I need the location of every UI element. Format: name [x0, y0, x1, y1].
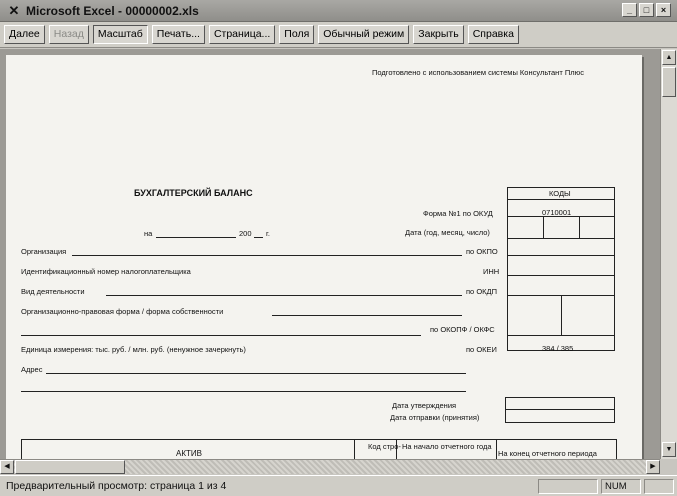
next-button[interactable]: Далее — [4, 25, 45, 44]
form-label: Форма №1 по ОКУД — [423, 209, 493, 218]
okei-code: 384 / 385 — [542, 344, 574, 353]
date-year-prefix: 200 — [239, 229, 252, 238]
scroll-right-arrow-icon[interactable]: ▶ — [646, 460, 660, 474]
date-year-field[interactable] — [254, 237, 263, 238]
status-panel-empty-2 — [644, 479, 674, 494]
window-controls — [622, 3, 671, 17]
page-setup-button[interactable]: Страница... — [209, 25, 275, 44]
date-prefix: на — [144, 229, 153, 238]
previous-button[interactable]: Назад — [49, 25, 89, 44]
inn-title: Идентификационный номер налогоплательщика — [21, 267, 191, 276]
close-preview-button[interactable]: Закрыть — [413, 25, 463, 44]
approval-box — [505, 397, 615, 423]
org-label: Организация — [21, 247, 67, 256]
excel-x-icon: ✕ — [8, 2, 20, 18]
scroll-up-arrow-icon[interactable]: ▲ — [662, 50, 676, 65]
codes-divider — [507, 275, 615, 276]
table-header-code: Код стро- — [368, 442, 401, 451]
codes-divider — [543, 216, 544, 238]
status-panel-empty — [538, 479, 598, 494]
num-lock-indicator: NUM — [601, 479, 641, 494]
okei-label: по ОКЕИ — [466, 345, 497, 354]
activity-field[interactable] — [106, 295, 462, 296]
okdp-label: по ОКДП — [466, 287, 497, 296]
inn-label: ИНН — [483, 267, 500, 276]
okpo-label: по ОКПО — [466, 247, 498, 256]
okopf-label: по ОКОПФ / ОКФС — [430, 325, 495, 334]
form-code: 0710001 — [542, 208, 572, 217]
status-bar — [0, 475, 677, 496]
status-text: Предварительный просмотр: страница 1 из 4 — [6, 480, 227, 492]
codes-divider — [561, 295, 562, 335]
document-title: БУХГАЛТЕРСКИЙ БАЛАНС — [134, 188, 253, 198]
preview-toolbar — [0, 22, 677, 48]
codes-divider — [507, 335, 615, 336]
legal-form-label: Организационно-правовая форма / форма собственности — [21, 307, 224, 316]
codes-divider — [579, 216, 580, 238]
codes-divider — [507, 238, 615, 239]
address-label: Адрес — [21, 365, 43, 374]
org-field[interactable] — [72, 255, 462, 256]
activity-label: Вид деятельности — [21, 287, 85, 296]
date-year-suffix: г. — [266, 229, 270, 238]
window-title: Microsoft Excel - 00000002.xls — [26, 3, 199, 18]
scroll-left-arrow-icon[interactable]: ◀ — [0, 460, 14, 474]
address-field-2[interactable] — [21, 391, 466, 392]
normal-view-button[interactable]: Обычный режим — [318, 25, 409, 44]
table-column-divider — [354, 439, 355, 459]
prepared-note: Подготовлено с использованием системы Консультант Плюс — [372, 68, 584, 77]
print-button[interactable]: Печать... — [152, 25, 205, 44]
legal-form-field-2[interactable] — [21, 335, 421, 336]
unit-label: Единица измерения: тыс. руб. / млн. руб. (ненужное зачеркнуть) — [21, 345, 246, 354]
maximize-button[interactable]: □ — [639, 3, 654, 17]
address-field[interactable] — [46, 373, 466, 374]
minimize-button[interactable]: _ — [622, 3, 637, 17]
preview-area[interactable] — [0, 49, 660, 459]
codes-header: КОДЫ — [549, 189, 571, 198]
vertical-scroll-thumb[interactable] — [662, 67, 676, 97]
codes-divider — [507, 199, 615, 200]
help-button[interactable]: Справка — [468, 25, 519, 44]
table-header-end: На конец отчетного периода — [498, 449, 597, 458]
close-button[interactable]: × — [656, 3, 671, 17]
table-header-asset: АКТИВ — [176, 449, 202, 458]
table-column-divider — [496, 439, 497, 459]
sent-label: Дата отправки (принятия) — [390, 413, 480, 422]
margins-button[interactable]: Поля — [279, 25, 314, 44]
date-label: Дата (год, месяц, число) — [405, 228, 490, 237]
legal-form-field[interactable] — [272, 315, 462, 316]
table-header-start: На начало отчетного года — [402, 442, 492, 451]
scroll-down-arrow-icon[interactable]: ▼ — [662, 442, 676, 457]
horizontal-scroll-thumb[interactable] — [15, 460, 125, 474]
preview-page — [6, 55, 642, 459]
title-bar — [0, 0, 677, 22]
zoom-button[interactable]: Масштаб — [93, 25, 148, 44]
horizontal-scrollbar[interactable] — [0, 459, 660, 474]
vertical-scrollbar[interactable] — [660, 49, 677, 459]
date-field[interactable] — [156, 237, 236, 238]
codes-divider — [507, 255, 615, 256]
approval-box-divider — [505, 409, 615, 410]
approval-label: Дата утверждения — [392, 401, 457, 410]
